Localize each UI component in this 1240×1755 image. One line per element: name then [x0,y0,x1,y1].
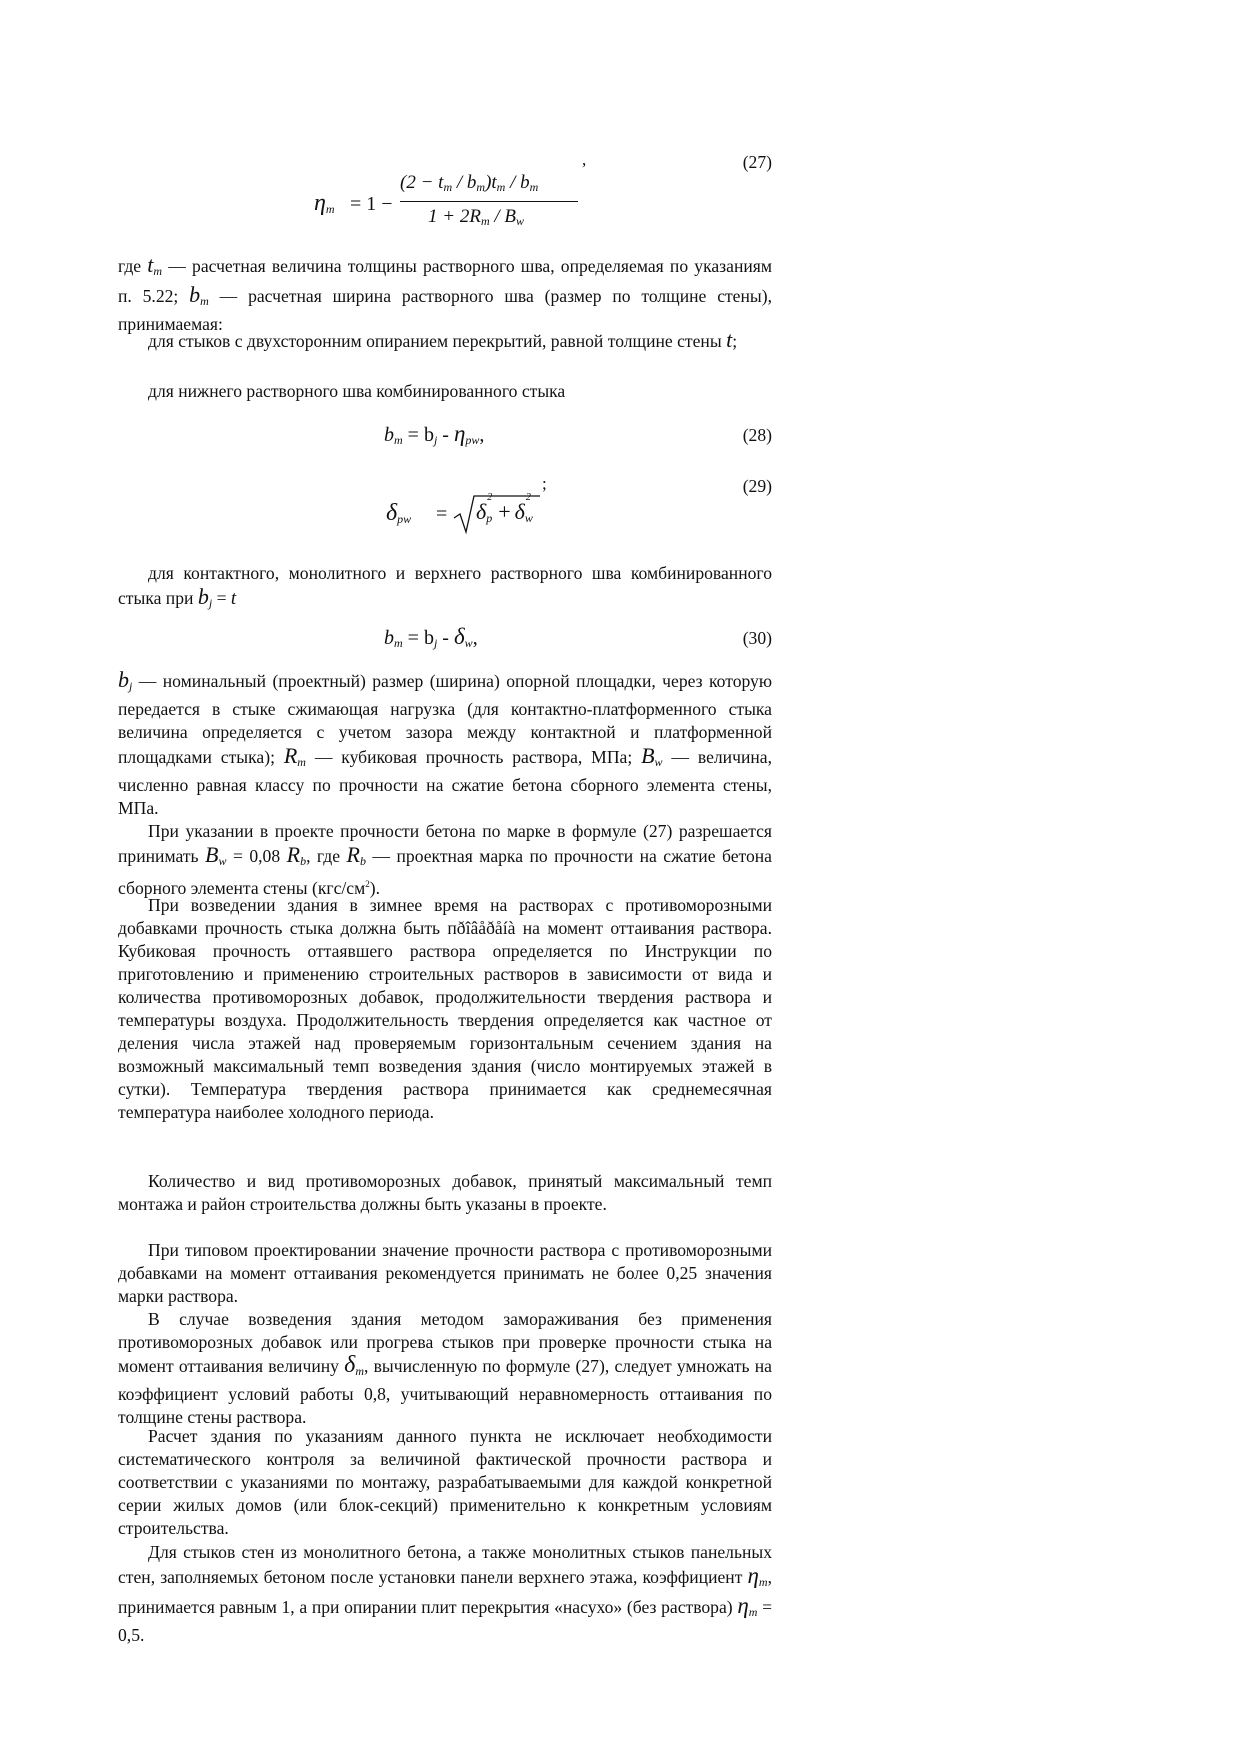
paragraph-9: При типовом проектировании значение прочности раствора с противоморозными добавками на момент оттаивания рекомендуется принимать не более 0,25 значения марки раствора. [118,1240,772,1306]
paragraph-8: Количество и вид противоморозных добавок, принятый максимальный темп монтажа и район строительства должны быть указаны в проекте. [118,1171,772,1214]
eq28-number: (28) [742,425,772,445]
eq29-semicolon: ; [542,474,547,493]
eq27-equals: = 1 − [350,193,393,215]
eq28-body: $b_m = b_j - \eta_{pw}$, [384,421,485,447]
paragraph-2: для стыков с двухсторонним опиранием перекрытий, равной толщине стены t; [148,327,738,352]
eq29-equals: = [436,503,448,525]
eq27-number: (27) [742,152,772,172]
eq27-lhs: $\eta_m$ [314,190,335,216]
paragraph-3: для нижнего растворного шва комбинированного стыка [148,381,566,401]
paragraph-5: $b_j$ — номинальный (проектный) размер (ширина) опорной площадки, через которую передается в стыке сжимающая нагрузка (для контактно-платформенного стыка величина определяется с учетом зазора между контактной и платформенной площадками стыка); $R_m$ — кубиковая прочность раствора, МПа; $B_w$ — величина, численно равная классу по прочности на сжатие бетона сборного элемента стены, МПа. [118,667,772,818]
eq27-denominator: $1 + 2R_m / B_w$ [428,206,525,228]
eq27-comma: , [582,150,587,169]
paragraph-11: Расчет здания по указаниям данного пункта не исключает необходимости систематического контроля за величиной фактической прочности раствора и соответствии с указаниями по монтажу, разрабатываемыми для каждой конкретной серии жилых домов (или блок-секций) применительно к конкретным условиям строительства. [118,1426,772,1538]
paragraph-7: При возведении здания в зимнее время на растворах с противоморозными добавками прочность стыка должна быть пðîâåðåíà на момент оттаивания раствора. Кубиковая прочность оттаявшего раствора определяется по Инструкции по приготовлению и применению строительных растворов в зависимости от вида и количества противоморозных добавок, продолжительности твердения раствора и температуры воздуха. Продолжительность твердения определяется как частное от деления числа этажей над проверяемым горизонтальным сечением здания на возможный максимальный темп возведения здания (число монтируемых этажей в сутки). Температура твердения раствора принимается как среднемесячная температура наиболее холодного периода. [118,895,772,1122]
eq27-fraction-bar [400,201,578,202]
eq29-lhs: $\delta_{pw}$ [386,500,412,526]
eq30-body: $b_m = b_j - \delta_w$, [384,624,478,650]
eq29-number: (29) [742,476,772,496]
paragraph-12: Для стыков стен из монолитного бетона, а также монолитных стыков панельных стен, заполняемых бетоном после установки панели верхнего этажа, коэффициент $\eta_m$, принимается равным 1, а при опирании плит перекрытия «насухо» (без раствора) $\eta_m = 0,5$. [118,1542,772,1645]
eq27-numerator: $(2 - t_m / b_m)t_m / b_m$ [400,172,539,194]
eq29-radicand: δ 2 $_p$ + δ 2 $_w$ [476,492,533,525]
paragraph-6: При указании в проекте прочности бетона по марке в формуле (27) разрешается принимать $B_w = 0,08$ $R_b$, где $R_b$ — проектная марка по прочности на сжатие бетона сборного элемента стены $(кгс/см^2)$. [118,821,772,898]
paragraph-10: В случае возведения здания методом замораживания без применения противоморозных добавок или прогрева стыков при проверке прочности стыка на момент оттаивания величину $\delta_m$, вычисленную по формуле (27), следует умножать на коэффициент условий работы 0,8, учитывающий неравномерность оттаивания по толщине стены раствора. [118,1309,772,1427]
paragraph-1: где $t_m$ — расчетная величина толщины растворного шва, определяемая по указаниям п. 5.22; $b_m$ — расчетная ширина растворного шва (размер по толщине стены), принимаемая: [118,252,772,334]
eq30-number: (30) [742,628,772,648]
document-page [118,0,772,1755]
paragraph-4: для контактного, монолитного и верхнего растворного шва комбинированного стыка при $b_j = t$ [118,563,772,610]
